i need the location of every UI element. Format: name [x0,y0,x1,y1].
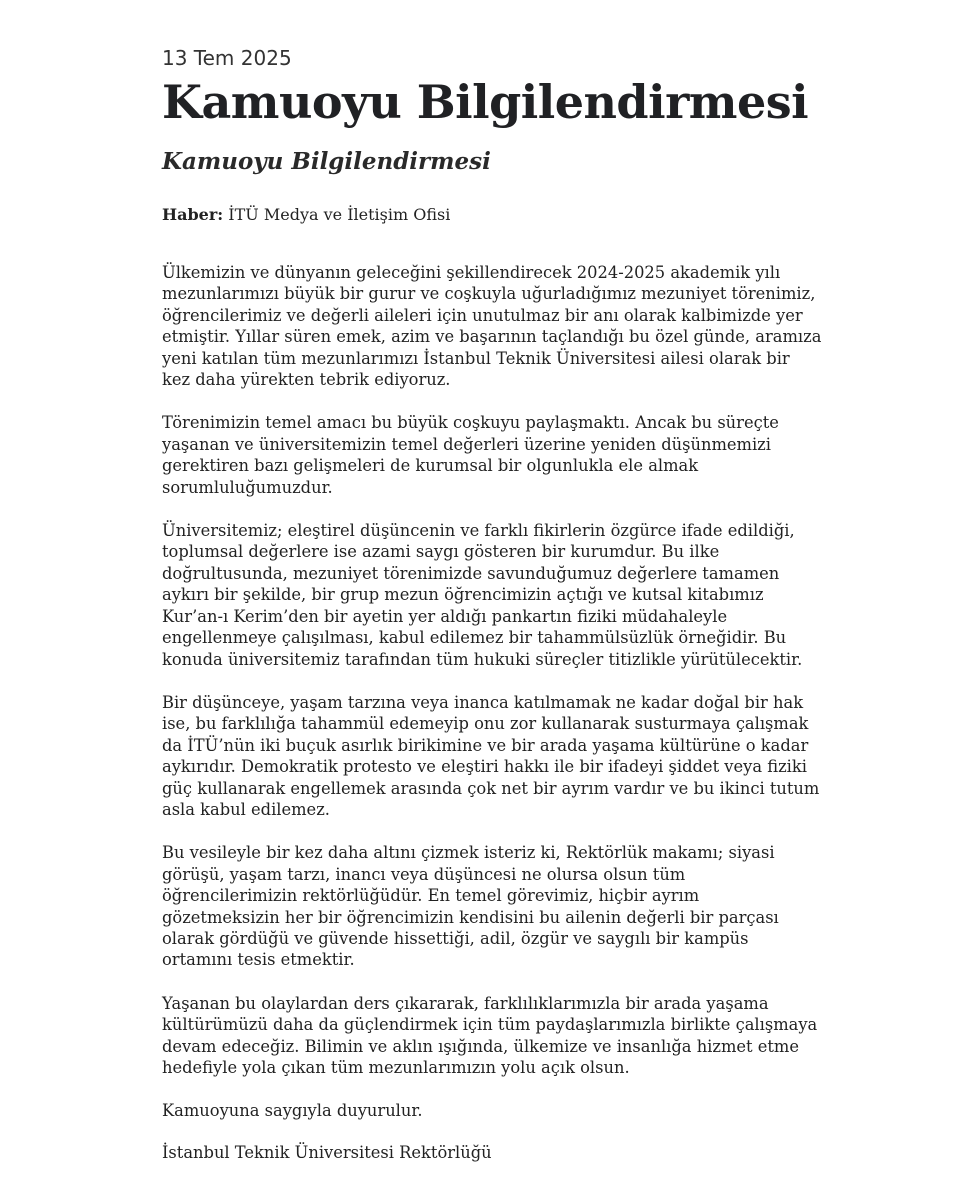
paragraph-6: Yaşanan bu olaylardan ders çıkararak, farklılıklarımızla bir arada yaşama kültürümüzü daha da güçlendirmek için tüm paydaşlarımızla birlikte çalışmaya devam edeceğiz. Bilimin ve aklın ışığında, ülkemize ve insanlığa hizmet etme hedefiyle yola çıkan tüm mezunlarımızın yolu açık olsun. [162,993,818,1077]
article [162,44,822,1163]
publish-date: 13 Tem 2025 [162,46,292,70]
paragraph-3: Üniversitemiz; eleştirel düşüncenin ve farklı fikirlerin özgürce ifade edildiği, toplumsal değerlere ise azami saygı gösteren bir kurumdur. Bu ilke doğrultusunda, mezuniyet törenimizde savunduğumuz değerlere tamamen aykırı bir şekilde, bir grup mezun öğrencimizin açtığı ve kutsal kitabımız Kur’an-ı Kerim’den bir ayetin yer aldığı pankartın fiziki müdahaleyle engellenmeye çalışılması, kabul edilemez bir tahammülsüzlük örneğidir. Bu konuda üniversitemiz tarafından tüm hukuki süreçler titizlikle yürütülecektir. [162,521,803,669]
paragraph-2: Törenimizin temel amacı bu büyük coşkuyu paylaşmaktı. Ancak bu süreçte yaşanan ve üniversitemizin temel değerleri üzerine yeniden düşünmemizi gerektiren bazı gelişmeleri de kurumsal bir olgunlukla ele almak sorumluluğumuzdur. [162,413,779,497]
signature: İstanbul Teknik Üniversitesi Rektörlüğü [162,1142,492,1162]
byline [162,204,822,226]
article-body [162,262,822,1163]
byline-source: İTÜ Medya ve İletişim Ofisi [228,205,451,224]
closing-line: Kamuoyuna saygıyla duyurulur. [162,1101,423,1121]
byline-label: Haber: [162,205,224,224]
article-subtitle: Kamuoyu Bilgilendirmesi [162,148,491,175]
paragraph-1: Ülkemizin ve dünyanın geleceğini şekillendirecek 2024-2025 akademik yılı mezunlarımızı büyük bir gurur ve coşkuyla uğurladığımız mezuniyet törenimiz, öğrencilerimiz ve değerli aileleri için unutulmaz bir anı olarak kalbimizde yer etmiştir. Yıllar süren emek, azim ve başarının taçlandığı bu özel günde, aramıza yeni katılan tüm mezunlarımızı İstanbul Teknik Üniversitesi ailesi olarak bir kez daha yürekten tebrik ediyoruz. [162,263,822,390]
paragraph-4: Bir düşünceye, yaşam tarzına veya inanca katılmamak ne kadar doğal bir hak ise, bu farklılığa tahammül edemeyip onu zor kullanarak susturmaya çalışmak da İTÜ’nün iki buçuk asırlık birikimine ve bir arada yaşama kültürüne o kadar aykırıdır. Demokratik protesto ve eleştiri hakkı ile bir ifadeyi şiddet veya fiziki güç kullanarak engellemek arasında çok net bir ayrım vardır ve bu ikinci tutum asla kabul edilemez. [162,692,820,819]
page-title: Kamuoyu Bilgilendirmesi [162,75,809,129]
paragraph-5: Bu vesileyle bir kez daha altını çizmek isteriz ki, Rektörlük makamı; siyasi görüşü, yaşam tarzı, inancı veya düşüncesi ne olursa olsun tüm öğrencilerimizin rektörlüğüdür. En temel görevimiz, hiçbir ayrım gözetmeksizin her bir öğrencimizin kendisini bu ailenin değerli bir parçası olarak gördüğü ve güvende hissettiği, adil, özgür ve saygılı bir kampüs ortamını tesis etmektir. [162,843,779,970]
